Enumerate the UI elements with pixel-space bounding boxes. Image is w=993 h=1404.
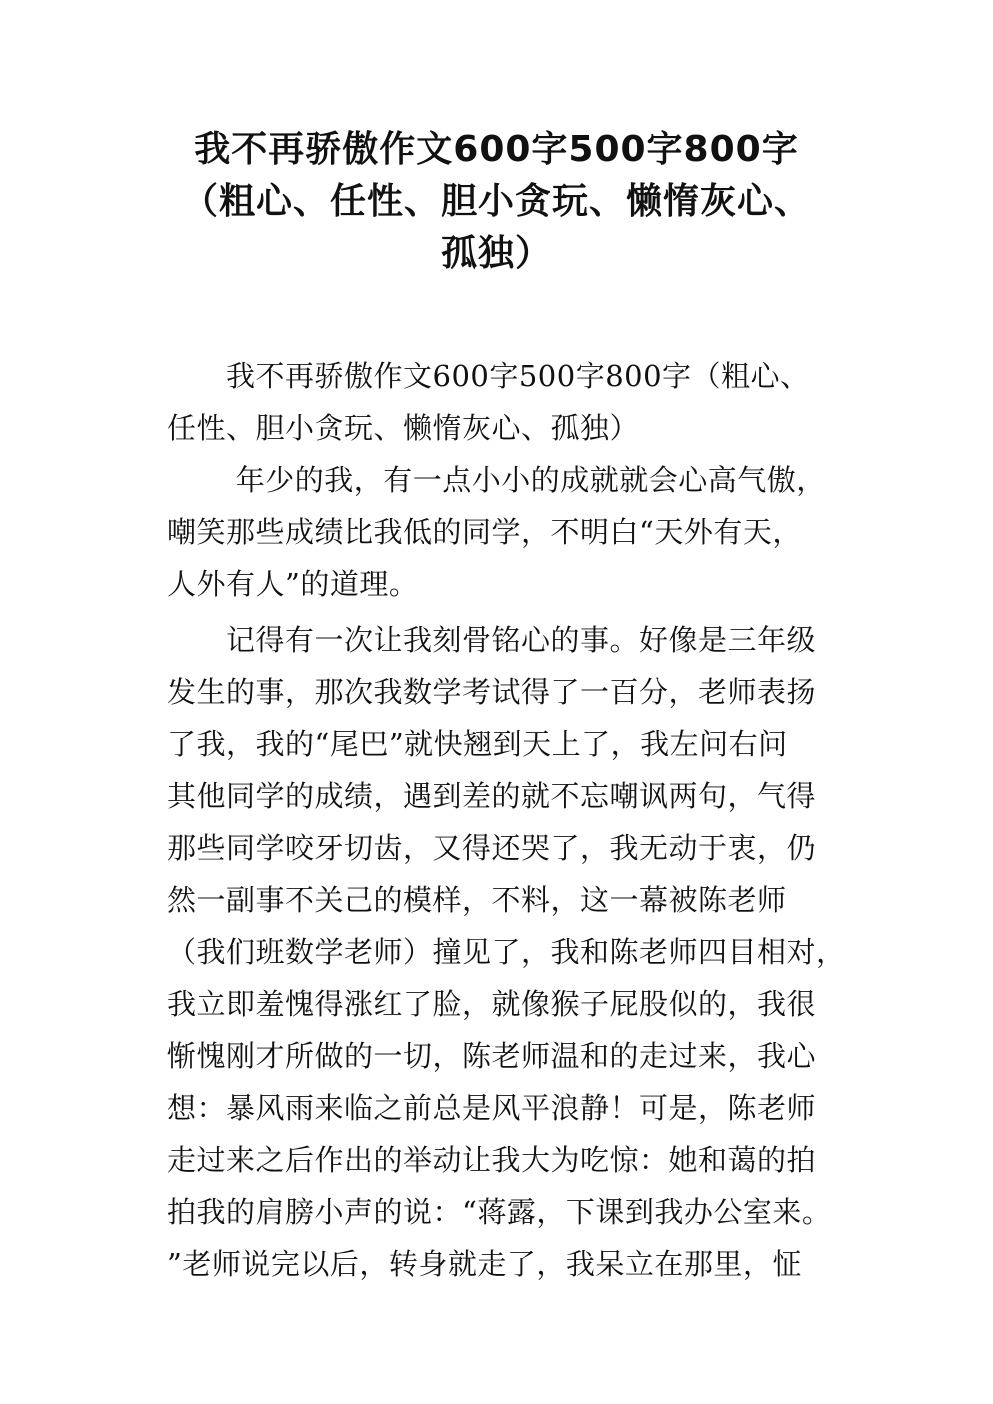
body-text-line: 记得有一次让我刻骨铭心的事。好像是三年级 [167, 623, 817, 657]
title-line: （粗心、任性、胆小贪玩、懒惰灰心、 [181, 181, 811, 222]
body-text-line: 其他同学的成绩，遇到差的就不忘嘲讽两句，气得 [167, 779, 817, 813]
body-text-line: ”老师说完以后，转身就走了，我呆立在那里，怔 [167, 1247, 802, 1281]
document-title [0, 124, 993, 280]
body-text-line: 任性、胆小贪玩、懒惰灰心、孤独） [167, 411, 640, 445]
document-body [167, 350, 847, 1290]
body-text-line: 我立即羞愧得涨红了脸，就像猴子屁股似的，我很 [167, 987, 817, 1021]
body-text-line: 发生的事，那次我数学考试得了一百分，老师表扬 [167, 675, 817, 709]
body-text-line: 年少的我，有一点小小的成就就会心高气傲， [167, 463, 826, 497]
body-text-line: 惭愧刚才所做的一切，陈老师温和的走过来，我心 [167, 1039, 817, 1073]
body-text-line: 人外有人”的道理。 [167, 567, 419, 601]
body-text-line: 我不再骄傲作文600字500字800字（粗心、 [167, 359, 810, 393]
body-text-line: （我们班数学老师）撞见了，我和陈老师四目相对， [167, 935, 846, 969]
body-text-line: 那些同学咬牙切齿，又得还哭了，我无动于衷，仍 [167, 831, 817, 865]
body-text-line: 走过来之后作出的举动让我大为吃惊：她和蔼的拍 [167, 1143, 817, 1177]
body-text-line: 拍我的肩膀小声的说：“蒋露，下课到我办公室来。 [167, 1195, 832, 1229]
title-line: 孤独） [440, 233, 552, 274]
body-text-line: 嘲笑那些成绩比我低的同学，不明白“天外有天， [167, 515, 802, 549]
body-text-line: 然一副事不关己的模样，不料，这一幕被陈老师 [167, 883, 787, 917]
title-line: 我不再骄傲作文600字500字800字 [194, 129, 799, 170]
body-text-line: 了我，我的“尾巴”就快翘到天上了，我左问右问 [167, 727, 788, 761]
body-text-line: 想：暴风雨来临之前总是风平浪静！可是，陈老师 [167, 1091, 817, 1125]
